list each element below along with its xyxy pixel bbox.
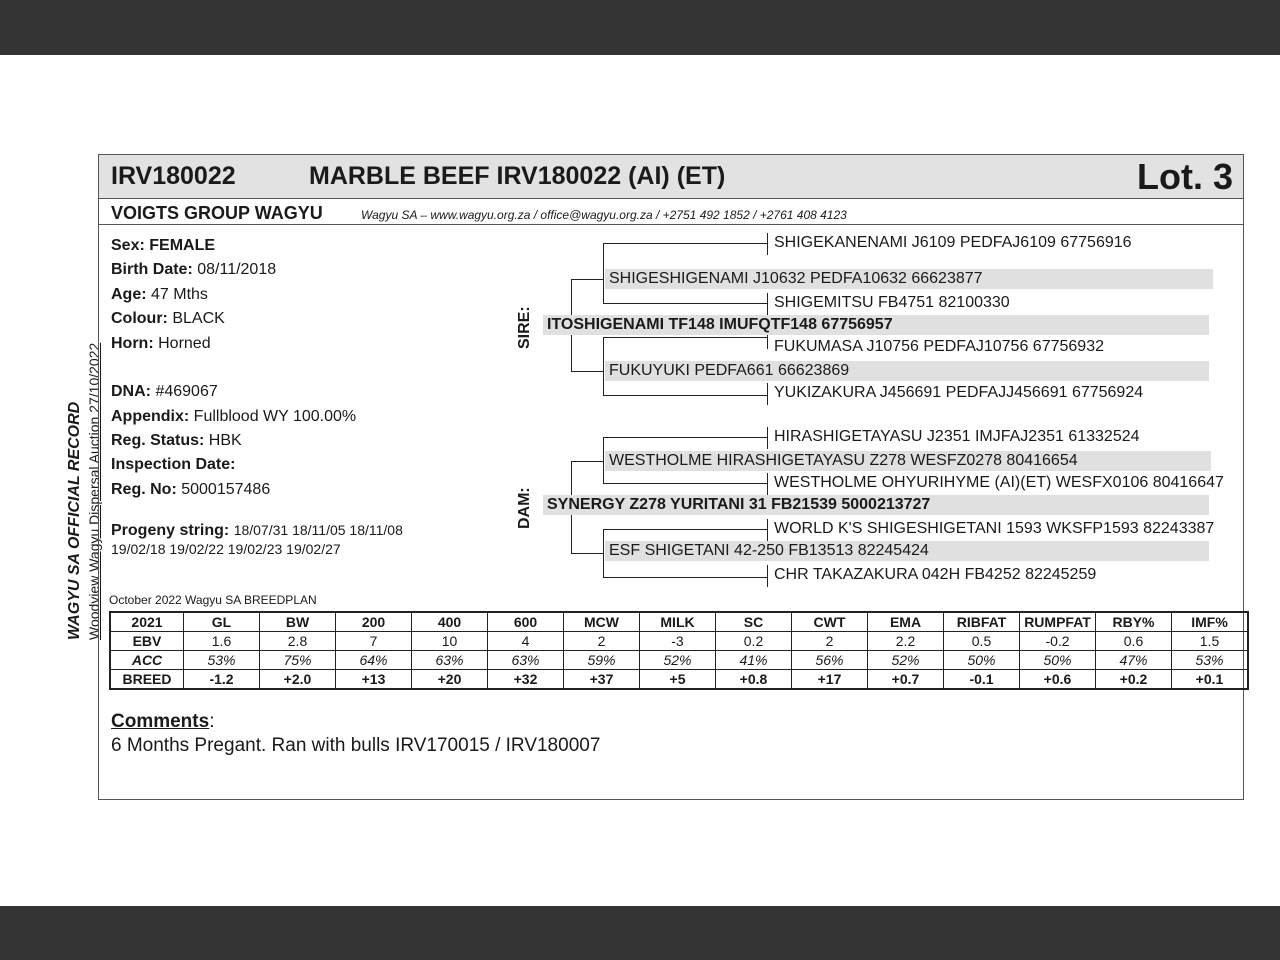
value-cell: 52% [868,651,944,670]
side-record-label [66,342,102,640]
birth-value: 08/11/2018 [197,261,277,278]
value-cell: 50% [944,651,1020,670]
comments-heading: Comments: [111,711,215,732]
animal-name: MARBLE BEEF IRV180022 (AI) (ET) [309,162,726,190]
value-cell: 56% [792,651,868,670]
table-header-cell: IMF% [1172,612,1249,632]
contact-info: Wagyu SA – www.wagyu.org.za / office@wagyu.org.za / +2751 492 1852 / +2761 408 4123 [361,208,847,222]
dam-dam-dam: CHR TAKAZAKURA 042H FB4252 82245259 [774,566,1097,583]
breeder-bar [99,199,1243,225]
value-cell: 63% [488,651,564,670]
dam: SYNERGY Z278 YURITANI 31 FB21539 5000213727 [543,495,1209,515]
value-cell: 2 [792,632,868,651]
value-cell: -0.1 [944,670,1020,690]
value-cell: 0.2 [716,632,792,651]
value-cell: +5 [640,670,716,690]
breedplan-title: October 2022 Wagyu SA BREEDPLAN [109,593,317,607]
horn-value: Horned [158,335,211,352]
table-header-cell: MILK [640,612,716,632]
value-cell: 10 [412,632,488,651]
table-row [110,632,1248,651]
row-label-cell: EBV [110,632,184,651]
breedplan-table [109,611,1249,690]
value-cell: 75% [260,651,336,670]
dam-dam-sire: WORLD K'S SHIGESHIGETANI 1593 WKSFP1593 82243387 [774,520,1215,537]
dam-label: DAM: [516,487,533,529]
dam-dam: ESF SHIGETANI 42-250 FB13513 82245424 [605,541,1209,561]
value-cell: +17 [792,670,868,690]
progeny-dates-2: 19/02/18 19/02/22 19/02/23 19/02/27 [111,541,341,557]
appendix-value: Fullblood WY 100.00% [193,408,357,425]
value-cell: 0.5 [944,632,1020,651]
lot-card [98,154,1244,800]
comments-text: 6 Months Pregant. Ran with bulls IRV170015 / IRV180007 [111,735,601,756]
pedigree-chart [516,234,1224,589]
sire-dam-sire: FUKUMASA J10756 PEDFAJ10756 67756932 [774,338,1104,355]
dna-row: DNA: #469067 [111,383,218,400]
sire-dam-dam: YUKIZAKURA J456691 PEDFAJJ456691 67756924 [774,384,1144,401]
value-cell: +37 [564,670,640,690]
sire-sire: SHIGESHIGENAMI J10632 PEDFA10632 66623877 [605,269,1213,289]
value-cell: 4 [488,632,564,651]
dam-sire-dam: WESTHOLME OHYURIHYME (AI)(ET) WESFX0106 80416647 [774,474,1224,491]
bottom-bar [0,906,1280,960]
sex-value: FEMALE [149,237,216,254]
table-header-cell: 400 [412,612,488,632]
colour-value: BLACK [172,310,225,327]
reg-no-value: 5000157486 [181,481,271,498]
table-header-cell: EMA [868,612,944,632]
sire: ITOSHIGENAMI TF148 IMUFQTF148 67756957 [543,315,1209,335]
breeder-name: VOIGTS GROUP WAGYU [111,203,323,223]
value-cell: 1.5 [1172,632,1249,651]
auction-text: Woodview Wagyu Dispersal Auction 27/10/2022 [86,342,102,640]
official-record-text: WAGYU SA OFFICIAL RECORD [66,401,83,640]
value-cell: 7 [336,632,412,651]
table-header-cell: BW [260,612,336,632]
table-header-cell: RIBFAT [944,612,1020,632]
colour-row: Colour: BLACK [111,310,225,327]
value-cell: +32 [488,670,564,690]
table-row [110,670,1248,690]
value-cell: 47% [1096,651,1172,670]
value-cell: 50% [1020,651,1096,670]
table-header-cell: CWT [792,612,868,632]
value-cell: 63% [412,651,488,670]
birth-row: Birth Date: 08/11/2018 [111,261,277,278]
animal-id: IRV180022 [111,162,236,190]
value-cell: +0.7 [868,670,944,690]
table-header-cell: SC [716,612,792,632]
table-header-cell: RUMPFAT [1020,612,1096,632]
dam-sire-sire: HIRASHIGETAYASU J2351 IMJFAJ2351 61332524 [774,428,1140,445]
value-cell: 59% [564,651,640,670]
horn-row: Horn: Horned [111,335,211,352]
row-label-cell: BREED [110,670,184,690]
appendix-row: Appendix: Fullblood WY 100.00% [111,408,357,425]
table-header-cell: 600 [488,612,564,632]
value-cell: 2.2 [868,632,944,651]
value-cell: -0.2 [1020,632,1096,651]
sire-sire-sire: SHIGEKANENAMI J6109 PEDFAJ6109 67756916 [774,234,1132,251]
reg-status-value: HBK [208,432,242,449]
value-cell: +0.2 [1096,670,1172,690]
value-cell: +13 [336,670,412,690]
value-cell: 1.6 [184,632,260,651]
table-row [110,651,1248,670]
dna-value: #469067 [155,383,218,400]
age-value: 47 Mths [151,286,208,303]
table-header-cell: 2021 [110,612,184,632]
value-cell: 53% [1172,651,1249,670]
lot-header [99,155,1243,199]
value-cell: 2.8 [260,632,336,651]
sire-sire-dam: SHIGEMITSU FB4751 82100330 [774,294,1010,311]
reg-no-row: Reg. No: 5000157486 [111,481,271,498]
value-cell: +0.8 [716,670,792,690]
row-label-cell: ACC [110,651,184,670]
table-header-cell: RBY% [1096,612,1172,632]
reg-status-row: Reg. Status: HBK [111,432,242,449]
value-cell: -1.2 [184,670,260,690]
age-row: Age: 47 Mths [111,286,208,303]
value-cell: 53% [184,651,260,670]
table-header-cell: 200 [336,612,412,632]
table-header-cell: GL [184,612,260,632]
top-bar [0,0,1280,55]
value-cell: -3 [640,632,716,651]
value-cell: 64% [336,651,412,670]
value-cell: +0.6 [1020,670,1096,690]
value-cell: 41% [716,651,792,670]
value-cell: +0.1 [1172,670,1249,690]
lot-number: Lot. 3 [1137,156,1233,197]
value-cell: 52% [640,651,716,670]
table-header-row [110,612,1248,632]
value-cell: +2.0 [260,670,336,690]
progeny-dates-1: 18/07/31 18/11/05 18/11/08 [233,522,403,538]
sire-label: SIRE: [516,306,533,349]
inspection-row: Inspection Date: [111,456,236,473]
sire-dam: FUKUYUKI PEDFA661 66623869 [605,361,1209,381]
value-cell: 2 [564,632,640,651]
value-cell: +20 [412,670,488,690]
progeny-row: Progeny string: 18/07/31 18/11/05 18/11/08 [111,522,403,539]
dam-sire: WESTHOLME HIRASHIGETAYASU Z278 WESFZ0278 80416654 [605,451,1211,471]
value-cell: 0.6 [1096,632,1172,651]
table-header-cell: MCW [564,612,640,632]
sex-row: Sex: FEMALE [111,237,216,254]
